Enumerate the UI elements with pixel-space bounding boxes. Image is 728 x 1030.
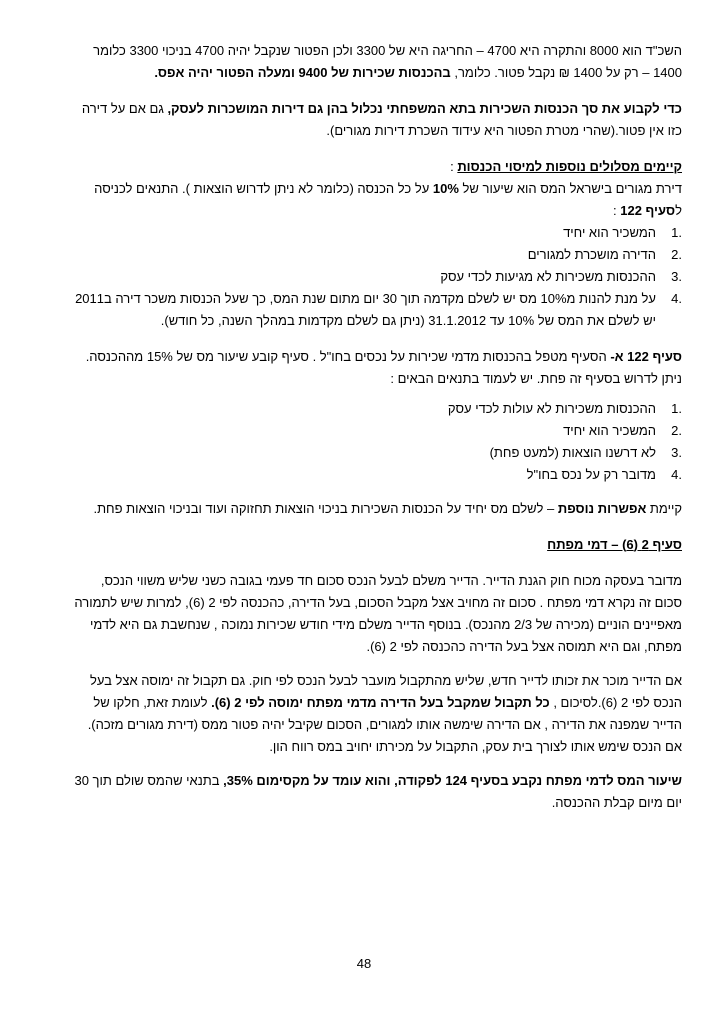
household-income-rule: כדי לקבוע את סך הכנסות השכירות בתא המשפחתי נכלול בהן גם דירות המושכרות לעסק,: [167, 101, 682, 116]
section-122-text-a: דירת מגורים בישראל המס הוא שיעור של: [458, 181, 682, 196]
list-item: 3. לא דרשנו הוצאות (למעט פחת): [489, 445, 682, 460]
paragraph-key-money: מדובר בעסקה מכוח חוק הגנת הדייר. הדייר משלם לבעל הנכס סכום חד פעמי בגובה כשני שליש משווי הנכס, סכום זה נקרא דמי מפתח . סכום זה מחויב אצל מקבל הסכום, בעל הדירה, כהכנסה לפי 2 (6), למרות שיש לתמורה מאפיינים הוניים (מכירה של 2/3 מהנכס). בנוסף הדייר משלם מידי חודש שכירות נמוכה , שנחשבת גם היא לדמי מפתח, וגם היא תמוסה אצל בעל הדירה כהכנסה לפי 2 (6).: [74, 573, 682, 654]
additional-option-label: אפשרות נוספת: [557, 501, 647, 516]
list-item: 1. ההכנסות משכירות לא עולות לכדי עסק: [447, 401, 682, 416]
list-item: 1. המשכיר הוא יחיד: [563, 225, 682, 240]
section-122-rate: 10%: [432, 181, 459, 196]
section-122a-text: הסעיף מטפל בהכנסות מדמי שכירות על נכסים בחו"ל . סעיף קובע שיעור מס של 15% מההכנסה. ניתן לדרוש בסעיף זה פחת. יש לעמוד בתנאים הבאים :: [85, 349, 682, 386]
paragraph-key-money-transfer: אם הדייר מוכר את זכותו לדייר חדש, שליש מהתקבול מועבר לבעל הנכס לפי חוק. גם תקבול זה ימוסה אצל בעל הנכס לפי 2 (6).לסיכום , כל תקבול שמקבל בעל הדירה מדמי מפתח ימוסה לפי 2 (6). לעומת זאת, חלקו של הדייר שמפנה את הדירה , אם הדירה שימשה אותו למגורים, הסכום שקיבל יהיה פטור ממס (דירת מגורים מזכה). אם הנכס שימש אותו לצורך בית עסק, התקבול על מכירתו יחויב במס רווח הון.: [87, 673, 682, 754]
household-income-note: גם אם על דירה כזו אין פטור.(שהרי מטרת הפטור היא עידוד השכרת דירות מגורים).: [81, 101, 682, 138]
section-122a-label: סעיף 122 א-: [610, 349, 682, 364]
exemption-zero-threshold: בהכנסות שכירות של 9400 ומעלה הפטור יהיה אפס.: [154, 65, 455, 80]
paragraph-additional-tracks: [72, 156, 682, 222]
paragraph-additional-option: קיימת אפשרות נוספת – לשלם מס יחיד על הכנסות השכירות בניכוי הוצאות תחזוקה ועוד ובניכוי הוצאות פחת.: [93, 501, 682, 516]
paragraph-household-income: [72, 98, 682, 142]
paragraph-section-122a: [72, 346, 682, 390]
list-item: 2. המשכיר הוא יחיד: [563, 423, 682, 438]
exemption-example-text: השכ"ד הוא 8000 והתקרה היא 4700 – החריגה היא של 3300 ולכן הפטור שנקבל יהיה 4700 בניכוי 3300 כלומר 1400 – רק על 1400 ₪ נקבל פטור. כלומר,: [93, 43, 682, 80]
section-122-label: סעיף 122: [620, 203, 676, 218]
key-money-summary: כל תקבול שמקבל בעל הדירה מדמי מפתח ימוסה לפי 2 (6).: [211, 695, 554, 710]
section-2-6-heading: סעיף 2 (6) – דמי מפתח: [547, 537, 682, 552]
section-122a-conditions-list: [72, 398, 682, 486]
section-122-conditions-list: [72, 222, 682, 332]
document-body: [72, 40, 682, 814]
page-number: 48: [356, 956, 372, 971]
list-item: 2. הדירה מושכרת למגורים: [527, 247, 682, 262]
list-item: 4. מדובר רק על נכס בחו"ל: [526, 467, 682, 482]
list-item: 4. על מנת להנות מ10% מס יש לשלם מקדמה תוך 30 יום מתום שנת המס, כך שעל הכנסות משכר דירה ב2011 יש לשלם את המס של 10% עד 31.1.2012 (ניתן גם לשלם מקדמות במהלך השנה, כל חודש).: [75, 291, 682, 328]
section-122-text-e: :: [613, 203, 621, 218]
list-item: 3. ההכנסות משכירות לא מגיעות לכדי עסק: [440, 269, 682, 284]
paragraph-key-money-rate: שיעור המס לדמי מפתח נקבע בסעיף 124 לפקודה, והוא עומד על מקסימום 35%, בתנאי שהמס שולם תוך 30 יום מיום קבלת ההכנסה.: [74, 773, 682, 810]
additional-tracks-title-suffix: :: [450, 159, 458, 174]
key-money-rate: שיעור המס לדמי מפתח נקבע בסעיף 124 לפקודה, והוא עומד על מקסימום 35%,: [223, 773, 682, 788]
additional-tracks-title: קיימים מסלולים נוספות למיסוי הכנסות: [457, 159, 682, 174]
paragraph-exemption-example: [72, 40, 682, 84]
section-122-text-c: על כל הכנסה (כלומר לא ניתן לדרוש הוצאות ). התנאים לכניסה ל: [94, 181, 682, 218]
